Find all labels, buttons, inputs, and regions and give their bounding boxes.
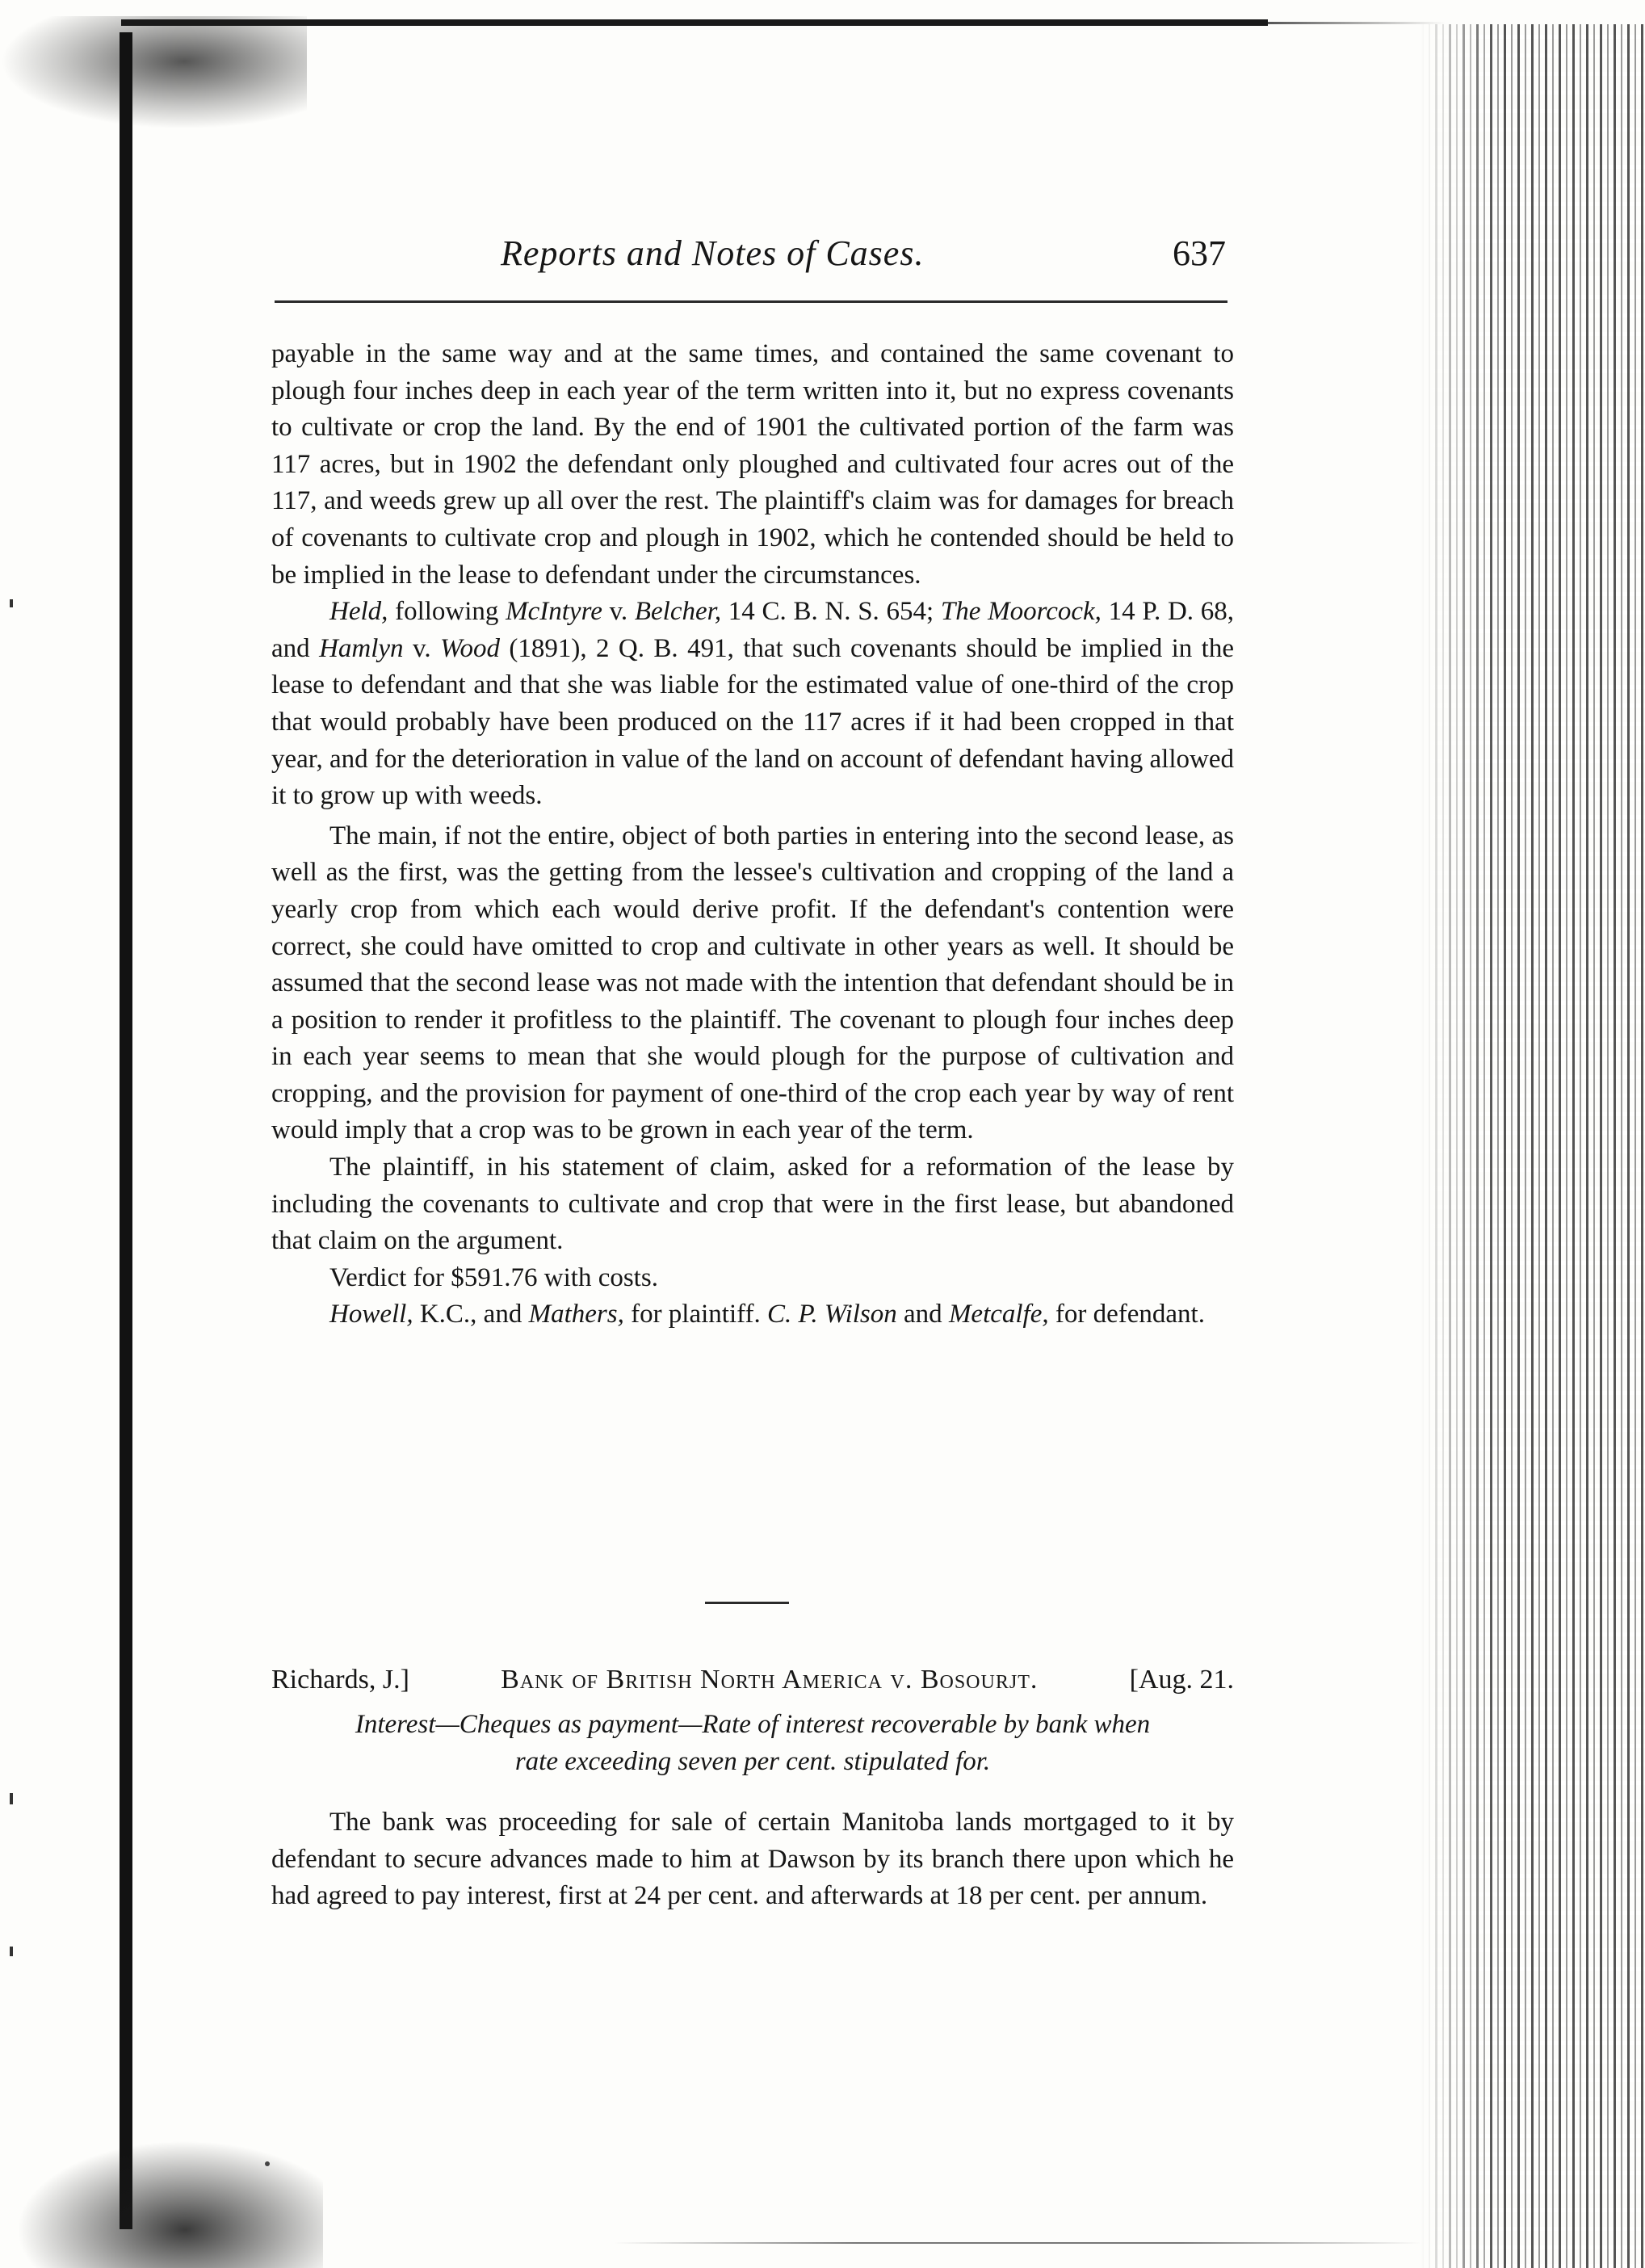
paragraph-held — [271, 594, 1234, 815]
counsel-name: C. P. Wilson — [767, 1300, 897, 1329]
case-name: Hamlyn — [319, 633, 404, 663]
held-label: Held, — [329, 597, 388, 627]
paragraph-main-object: The main, if not the entire, object of both parties in entering into the second lease, as well as the first, was the getting from the lessee's cultivation and cropping of the land a yearly crop from which each would derive profit. If the defendant's contention were correct, she could have omitted to crop and cultivate in other years as well. It should be assumed that the second lease was not made with the intention that defendant should be in a position to render it profitless to the plaintiff. The covenant to plough four inches deep in each year seems to mean that she would plough for the purpose of cultivation and cropping, and the provision for payment of one-third of the crop each year by way of rent would imply that a crop was to be grown in each year of the term. — [271, 821, 1234, 1145]
scan-speck — [265, 2161, 270, 2166]
body-text — [271, 336, 1234, 1334]
scan-top-edge-fade — [1268, 22, 1446, 24]
scan-mark — [10, 1793, 13, 1804]
case-body — [271, 1804, 1234, 1915]
case-summary — [271, 1706, 1234, 1780]
scan-smudge-top — [0, 16, 307, 129]
text-run: for plaintiff. — [623, 1300, 768, 1329]
scan-mark — [10, 1947, 13, 1956]
case-date: [Aug. 21. — [1129, 1665, 1234, 1695]
paragraph-continued: payable in the same way and at the same times, and contained the same covenant to plough four inches deep in each year of the term written into it, but no express covenants to cultivate or crop the land. By the end of 1901 the cultivated portion of the farm was 117 acres, but in 1902 the defendant only ploughed and cultivated four acres out of the 117, and weeds grew up all over the rest. The plaintiff's claim was for damages for breach of covenants to cultivate crop and plough in 1902, which he contended should be held to be implied in the lease to defendant under the circumstances. — [271, 339, 1234, 590]
running-title: Reports and Notes of Cases. — [501, 233, 925, 273]
page-number: 637 — [1173, 233, 1226, 273]
text-run: 14 C. B. N. S. 654; — [721, 597, 941, 627]
counsel-name: Howell, — [329, 1300, 413, 1329]
case-paragraph: The bank was proceeding for sale of certain Manitoba lands mortgaged to it by defendant to secure advances made to him at Dawson by its branch there upon which he had agreed to pay interest, first at 24 per cent. and afterwards at 18 per cent. per annum. — [271, 1808, 1234, 1911]
paragraph-reformation: The plaintiff, in his statement of claim, asked for a reformation of the lease by including the covenants to cultivate and crop that were in the first lease, but abandoned that claim on the argument. — [271, 1153, 1234, 1256]
counsel-name: Metcalfe, — [948, 1300, 1049, 1329]
text-run: v. — [403, 633, 440, 663]
scan-top-edge — [121, 19, 1268, 26]
case-name: McIntyre — [506, 597, 602, 627]
running-head — [501, 233, 1227, 281]
binding-edge — [120, 32, 132, 2229]
section-separator — [705, 1602, 789, 1604]
scan-smudge-bottom — [16, 2140, 323, 2268]
verdict: Verdict for $591.76 with costs. — [329, 1262, 658, 1292]
text-run: for defendant. — [1048, 1300, 1205, 1329]
text-run: (1891), 2 Q. B. 491, that such covenants should be implied in the lease to defendant and that she was liable for the estimated value of one-third of the crop that would probably have been produced on the 117 acres if it had been cropped in that year, and for the deterioration in value of the land on account of defendant having allowed it to grow up with weeds. — [271, 633, 1234, 811]
text-run: K.C., and — [413, 1300, 529, 1329]
scan-mark — [10, 599, 13, 607]
page-stack-fade — [1421, 24, 1494, 2268]
text-run: following — [388, 597, 506, 627]
case-name: Belcher, — [634, 597, 722, 627]
counsel — [271, 1296, 1234, 1334]
text-run: v. — [602, 597, 635, 627]
counsel-name: Mathers, — [528, 1300, 624, 1329]
judge: Richards, J.] — [271, 1665, 409, 1695]
case-title: Bank of British North America v. Bosourjt. — [501, 1665, 1039, 1695]
text-run: and — [896, 1300, 949, 1329]
case-summary-line: rate exceeding seven per cent. stipulated for. — [514, 1747, 991, 1776]
case-name: Wood — [439, 633, 500, 663]
text-run: 14 P. D. 68, and — [271, 597, 1234, 663]
header-rule — [275, 300, 1227, 303]
case-name: The Moorcock, — [940, 597, 1102, 627]
scan-bottom-edge — [614, 2242, 1421, 2244]
case-heading — [271, 1661, 1234, 1699]
case-summary-line: Interest—Cheques as payment—Rate of interest recoverable by bank when — [355, 1710, 1151, 1739]
